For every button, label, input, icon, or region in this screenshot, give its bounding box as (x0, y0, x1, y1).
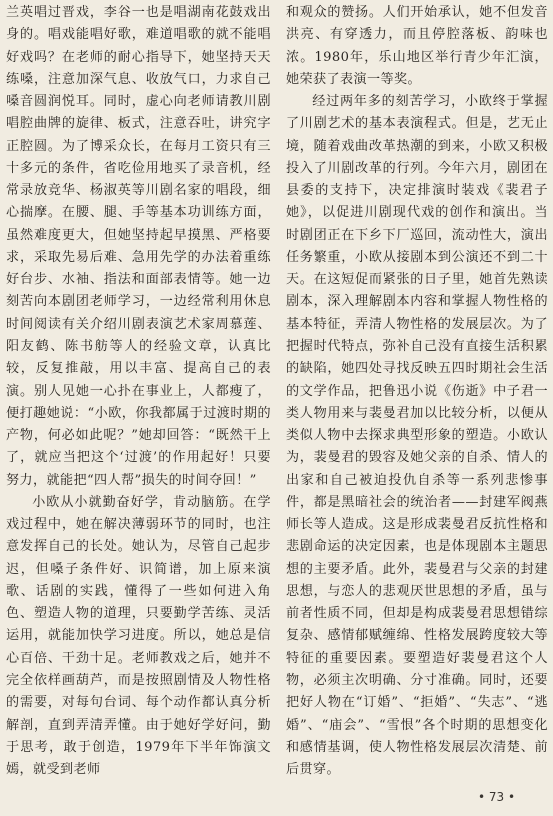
right-column (286, 2, 548, 781)
paragraph-left-1: 兰英唱过晋戏，李谷一也是唱湖南花鼓戏出身的。唱戏能唱好歌，难道唱歌的就不能唱好戏吗？在老师的耐心指导下，她坚持天天练嗓，注意加深气息、收放气口，力求自己嗓音圆润悦耳。同时，虚心向老师请教川剧唱腔曲牌的旋律、板式，注意吞吐，讲究字正腔圆。为了博采众长，在每月工资只有三十多元的条件，省吃俭用地买了录音机，经常录放竞华、杨淑英等川剧名家的唱段，细心揣摩。在腰、腿、手等基本功训练方面，虽然难度更大，但她坚持起早摸黑、严格要求，采取先易后难、急用先学的办法着重练好台步、水袖、指法和面部表情等。她一边刻苦向本剧团老师学习，一边经常利用休息时间阅读有关介绍川剧表演艺术家周慕莲、阳友鹤、陈书舫等人的经验文章，认真比较，反复推敲，用以丰富、提高自己的表演。别人见她一心扑在事业上，人都瘦了，便打趣她说：“小欧，你我都属于过渡时期的产物，何必如此呢？”她却回答：“既然干上了，就应当把这个‘过渡’的作用起好！只要努力，就能把“四人帮”损失的时间夺回！” (6, 5, 271, 488)
paragraph-right-1: 和观众的赞扬。人们开始承认，她不但发音洪亮、有穿透力，而且停腔落板、韵味也浓。1980年，乐山地区举行青少年汇演，她荣获了表演一等奖。 (286, 5, 548, 87)
left-column (6, 2, 271, 781)
page-number: • 73 • (478, 790, 516, 804)
paragraph-right-2: 经过两年多的刻苦学习，小欧终于掌握了川剧艺术的基本表演程式。但是，艺无止境，随着戏曲改革热潮的到来，小欧又积极投入了川剧改革的行列。今年六月，剧团在县委的支持下，决定排演时装戏《裴君子她》，以促进川剧现代戏的创作和演出。当时剧团正在下乡下厂巡回，流动性大，演出任务繁重，小欧从接剧本到公演还不到二十天。在这短促而紧张的日子里，她首先熟读剧本，深入理解剧本内容和掌握人物性格的基本特征，弄清人物性格的发展层次。为了把握时代特点，弥补自己没有直接生活积累的缺陷，她四处寻找反映五四时期社会生活的文学作品，把鲁迅小说《伤逝》中子君一类人物用来与裴曼君加以比较分析，以便从类似人物中去探求典型形象的塑造。小欧认为，裴曼君的毁容及她父亲的自杀、情人的出家和自己被迫投仇自杀等一系列悲惨事件，都是黑暗社会的统治者——封建军阀燕师长等人造成。这是形成裴曼君反抗性格和悲剧命运的决定因素，也是体现剧本主题思想的主要矛盾。此外，裴曼君与父亲的封建思想，与恋人的悲观厌世思想的矛盾，虽与前者性质不同，但却是构成裴曼君思想错综复杂、感情郁赋缠绵、性格发展跨度较大等特征的重要因素。要塑造好裴曼君这个人物，必须主次明确、分寸准确。同时，还要把好人物在“订婚”、“拒婚”、“失志”、“逃婚”、“庙会”、“雪恨”各个时期的思想变化和感情基调，使人物性格发展层次清楚、前后贯穿。 (286, 94, 548, 778)
paragraph-left-2: 小欧从小就勤奋好学，肯动脑筋。在学戏过程中，她在解决薄弱环节的同时，也注意发挥自己的长处。她认为，尽管自己起步迟，但嗓子条件好、识简谱，加上原来演歌、话剧的实践，懂得了一些如何进入角色、塑造人物的道理，只要勤学苦练、灵活运用，就能加快学习进度。所以，她总是信心百倍、干劲十足。老师教戏之后，她并不完全依样画葫芦，而是按照剧情及人物性格的需要，对每句台词、每个动作都认真分析解剖，直到弄清弄懂。由于她好学好问，勤于思考，敢于创造，1979年下半年饰演文嫣，就受到老师 (6, 494, 271, 778)
